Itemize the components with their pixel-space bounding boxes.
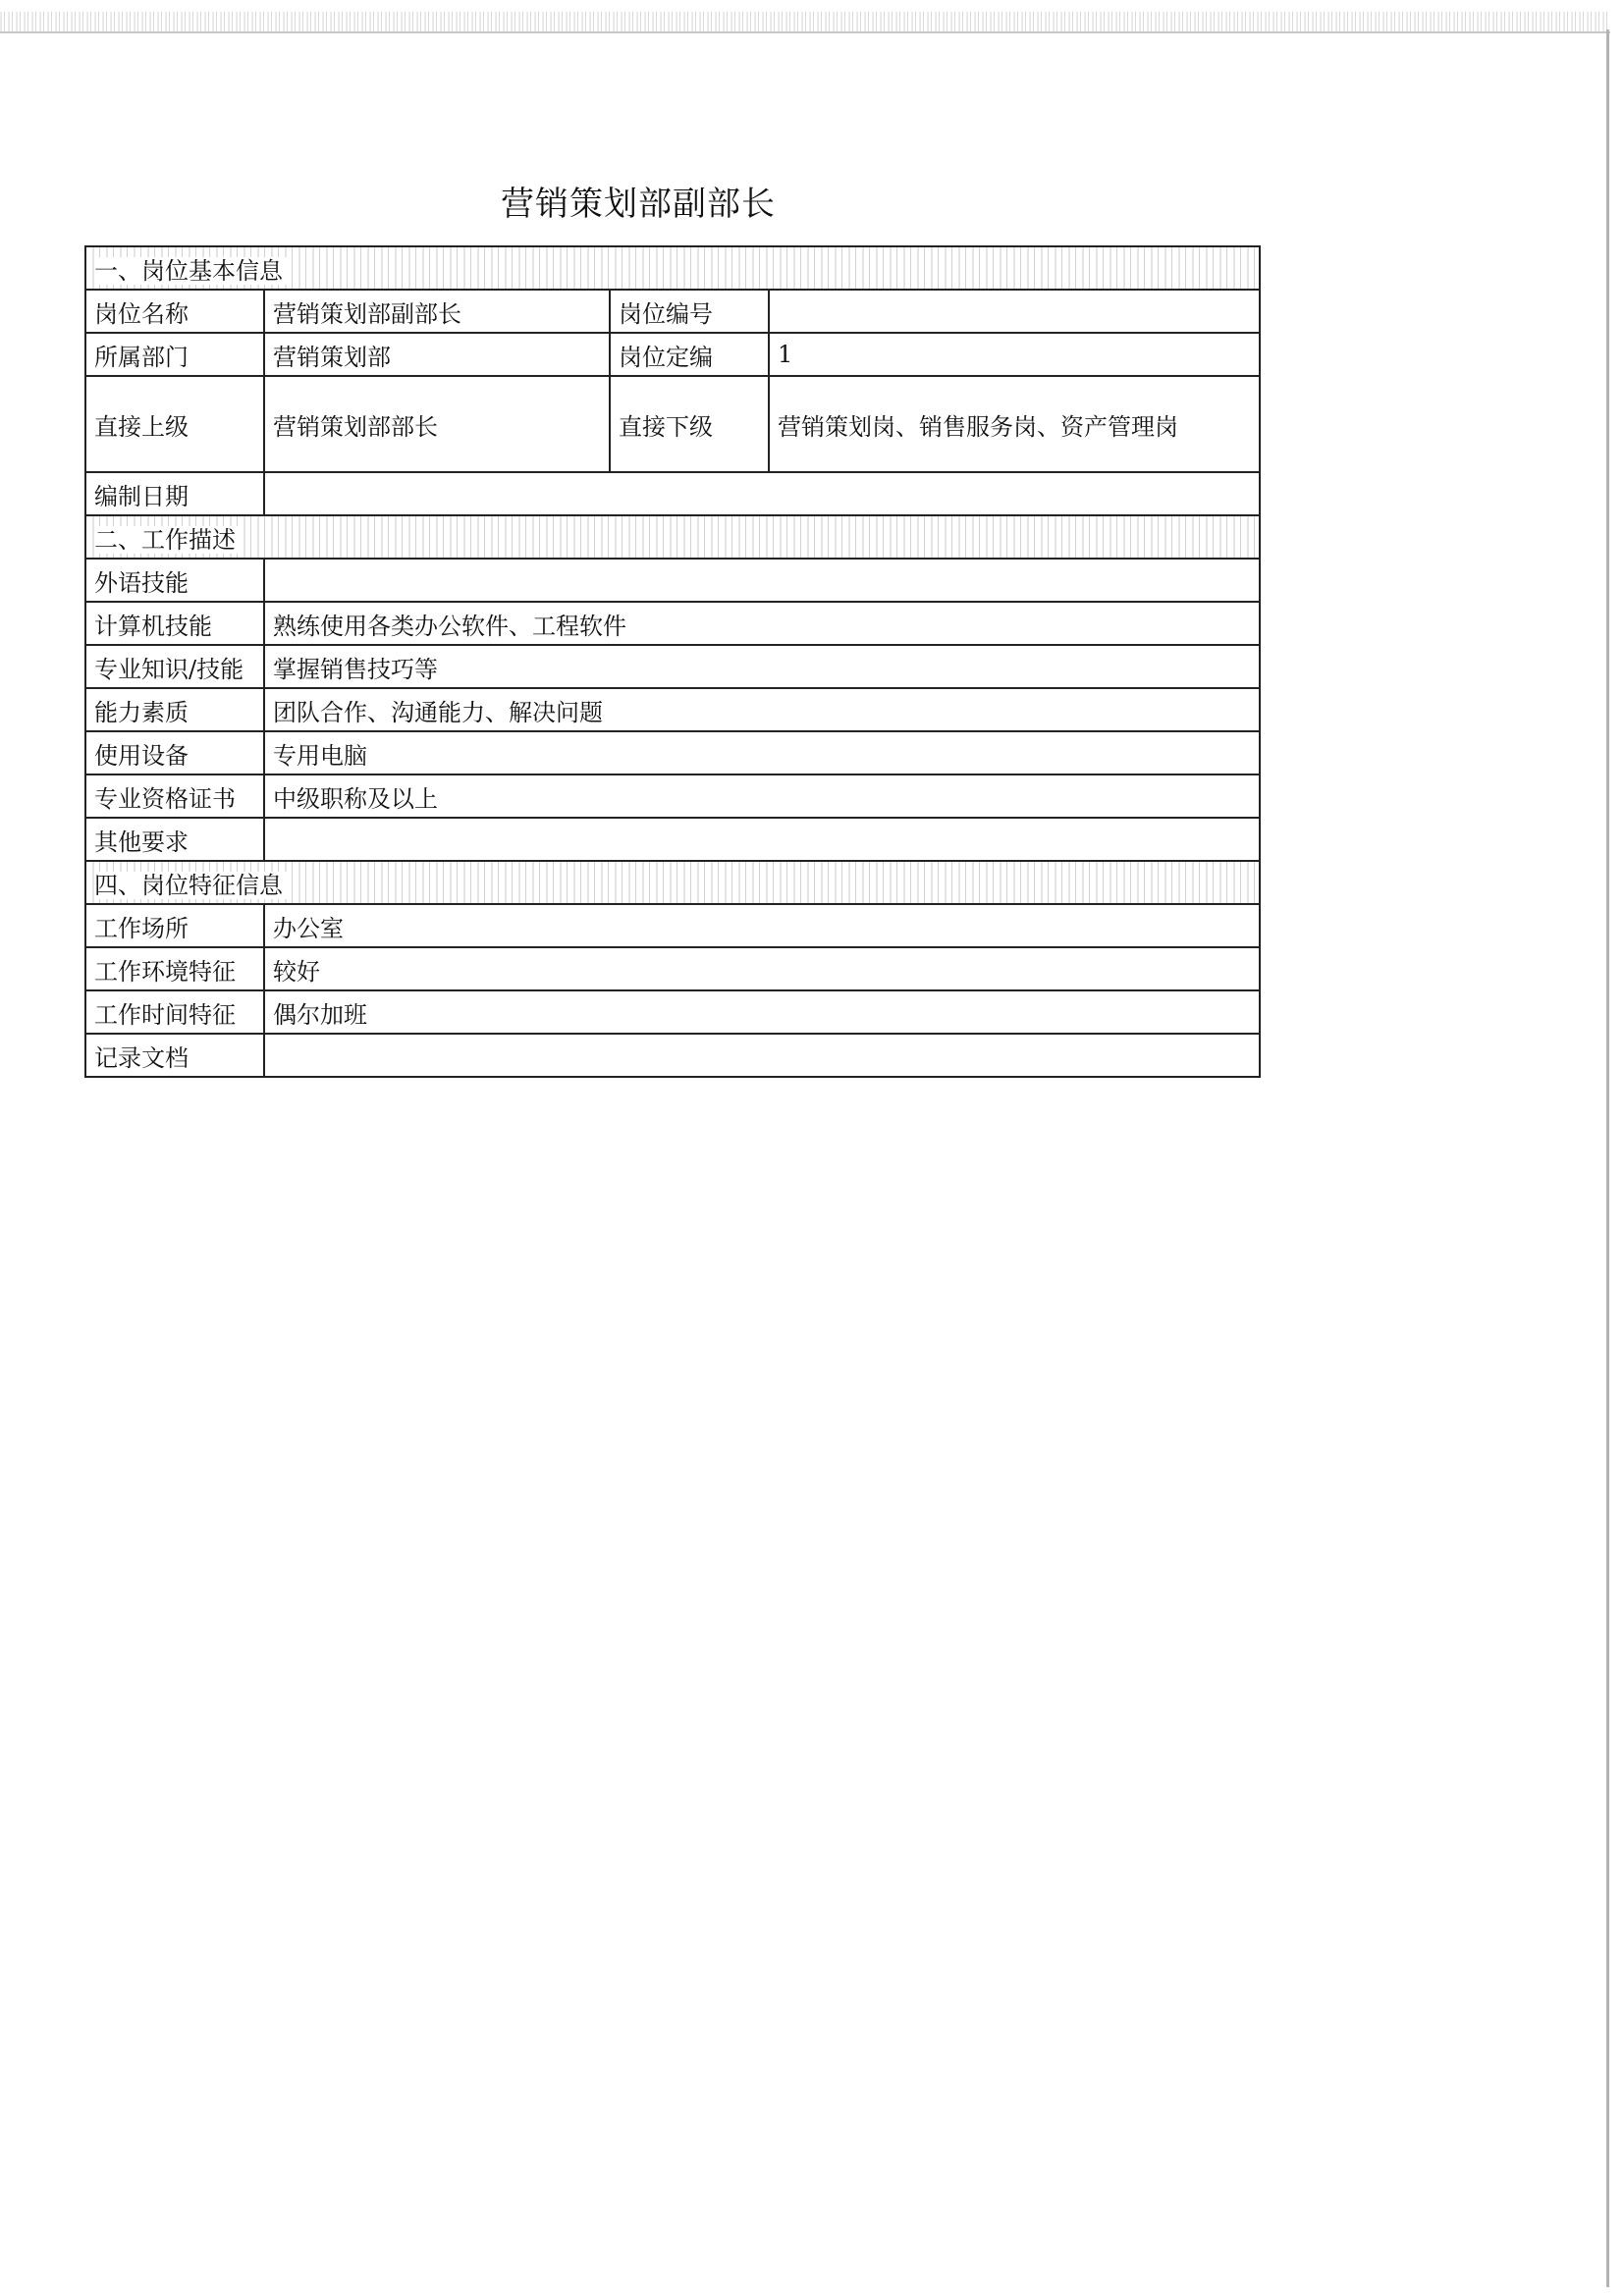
workplace-value: 办公室 xyxy=(264,904,1260,947)
table-row xyxy=(85,559,1260,602)
position-code-label: 岗位编号 xyxy=(610,290,769,333)
workplace-label: 工作场所 xyxy=(85,904,264,947)
environment-label: 工作环境特征 xyxy=(85,947,264,990)
table-row xyxy=(85,904,1260,947)
headcount-value: 1 xyxy=(769,333,1260,376)
table-row xyxy=(85,645,1260,688)
table-row xyxy=(85,290,1260,333)
other-requirements-value xyxy=(264,818,1260,861)
certificate-label: 专业资格证书 xyxy=(85,774,264,818)
position-name-value: 营销策划部副部长 xyxy=(264,290,610,333)
section-position-features-row xyxy=(85,861,1260,904)
table-row xyxy=(85,688,1260,731)
position-name-label: 岗位名称 xyxy=(85,290,264,333)
section-heading: 二、工作描述 xyxy=(85,515,1260,559)
department-value: 营销策划部 xyxy=(264,333,610,376)
date-label: 编制日期 xyxy=(85,472,264,515)
certificate-value: 中级职称及以上 xyxy=(264,774,1260,818)
work-time-value: 偶尔加班 xyxy=(264,990,1260,1034)
environment-value: 较好 xyxy=(264,947,1260,990)
table-row xyxy=(85,818,1260,861)
subordinate-value: 营销策划岗、销售服务岗、资产管理岗 xyxy=(769,376,1260,472)
headcount-label: 岗位定编 xyxy=(610,333,769,376)
job-description-table xyxy=(84,245,1261,1078)
department-label: 所属部门 xyxy=(85,333,264,376)
ability-label: 能力素质 xyxy=(85,688,264,731)
foreign-language-value xyxy=(264,559,1260,602)
foreign-language-label: 外语技能 xyxy=(85,559,264,602)
equipment-value: 专用电脑 xyxy=(264,731,1260,774)
superior-label: 直接上级 xyxy=(85,376,264,472)
section-heading: 四、岗位特征信息 xyxy=(85,861,1260,904)
position-code-value xyxy=(769,290,1260,333)
scan-noise-top xyxy=(0,12,1610,33)
work-time-label: 工作时间特征 xyxy=(85,990,264,1034)
page-title: 营销策划部副部长 xyxy=(501,185,776,224)
table-row xyxy=(85,774,1260,818)
scan-edge-right xyxy=(1606,29,1609,2287)
computer-skill-value: 熟练使用各类办公软件、工程软件 xyxy=(264,602,1260,645)
table-row xyxy=(85,990,1260,1034)
section-work-description-row xyxy=(85,515,1260,559)
section-heading: 一、岗位基本信息 xyxy=(85,246,1260,290)
records-label: 记录文档 xyxy=(85,1034,264,1077)
table-row xyxy=(85,731,1260,774)
table-row xyxy=(85,333,1260,376)
ability-value: 团队合作、沟通能力、解决问题 xyxy=(264,688,1260,731)
table-row xyxy=(85,376,1260,472)
superior-value: 营销策划部部长 xyxy=(264,376,610,472)
table-row xyxy=(85,947,1260,990)
section-basic-info-row xyxy=(85,246,1260,290)
table-row xyxy=(85,1034,1260,1077)
table-row xyxy=(85,472,1260,515)
other-requirements-label: 其他要求 xyxy=(85,818,264,861)
table-row xyxy=(85,602,1260,645)
date-value xyxy=(264,472,1260,515)
subordinate-label: 直接下级 xyxy=(610,376,769,472)
computer-skill-label: 计算机技能 xyxy=(85,602,264,645)
equipment-label: 使用设备 xyxy=(85,731,264,774)
records-value xyxy=(264,1034,1260,1077)
knowledge-value: 掌握销售技巧等 xyxy=(264,645,1260,688)
knowledge-label: 专业知识/技能 xyxy=(85,645,264,688)
